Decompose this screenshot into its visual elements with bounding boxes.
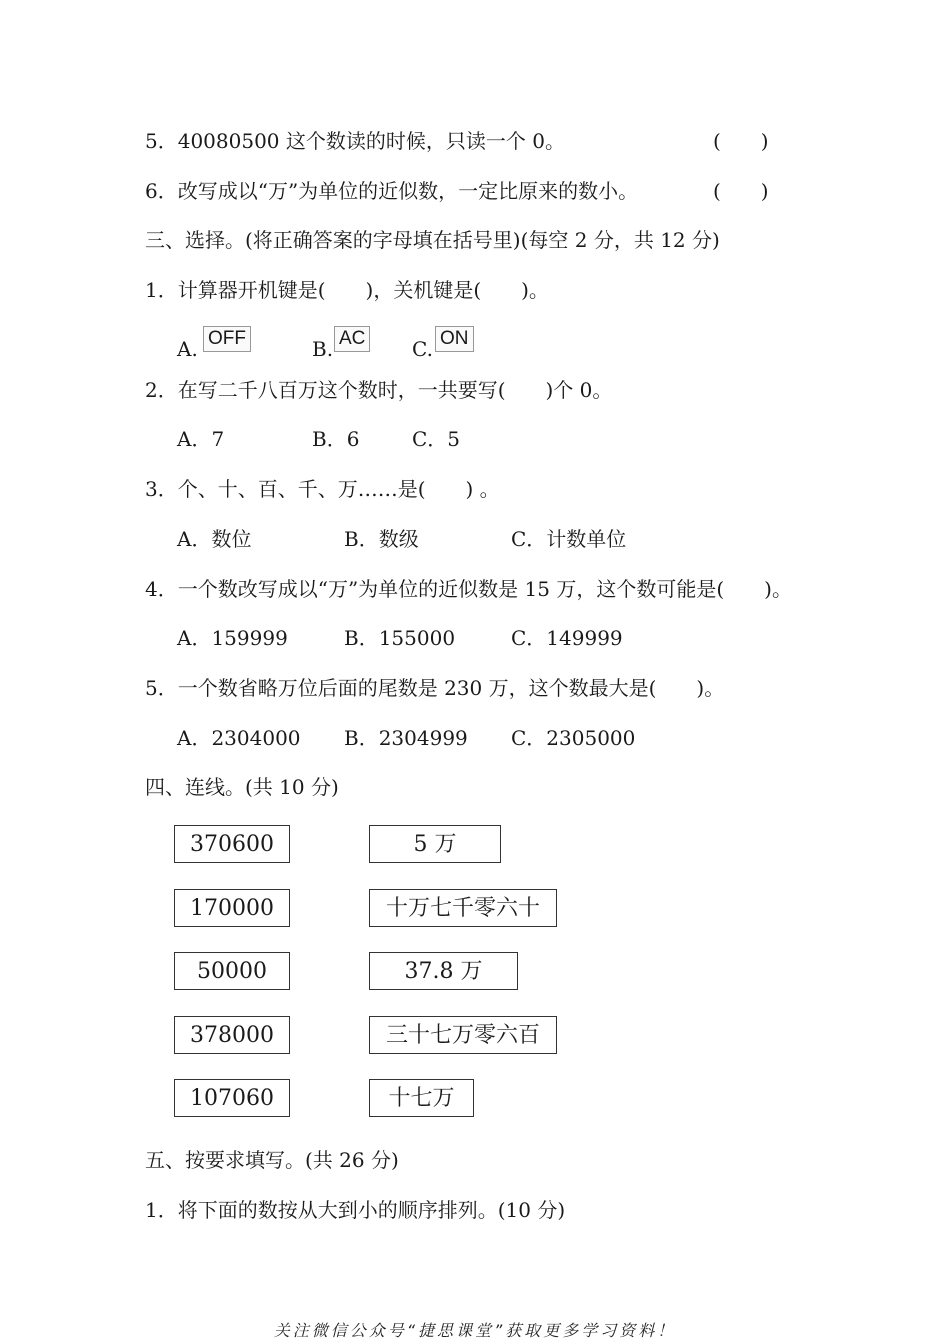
footer-watermark: 关注微信公众号“捷思课堂”获取更多学习资料！ [273, 1321, 677, 1340]
off-key-icon[interactable]: OFF [203, 326, 251, 352]
on-key-icon[interactable]: ON [435, 326, 474, 352]
match-left-box[interactable]: 370600 [174, 825, 290, 863]
option-c[interactable]: C．计数单位 [511, 527, 627, 551]
question-3-4: 4．一个数改写成以“万”为单位的近似数是 15 万，这个数可能是( )。 [145, 577, 792, 601]
ac-key-icon[interactable]: AC [334, 326, 370, 352]
answer-paren-5[interactable]: ( ) [713, 129, 769, 153]
option-c[interactable]: C．2305000 [511, 726, 636, 750]
option-a[interactable]: A．7 [177, 427, 225, 451]
match-right-box[interactable]: 十七万 [369, 1079, 474, 1117]
option-a-label: A. [177, 337, 198, 361]
option-c-label: C. [412, 337, 433, 361]
section-5-title: 五、按要求填写。(共 26 分) [145, 1148, 399, 1172]
question-3-2: 2．在写二千八百万这个数时，一共要写( )个 0。 [145, 378, 613, 402]
match-left-box[interactable]: 50000 [174, 952, 290, 990]
match-left-box[interactable]: 378000 [174, 1016, 290, 1054]
judge-item-5: 5．40080500 这个数读的时候，只读一个 0。 [145, 129, 565, 153]
section-4-title: 四、连线。(共 10 分) [145, 775, 339, 799]
match-right-box[interactable]: 37.8 万 [369, 952, 518, 990]
question-3-3: 3．个、十、百、千、万……是( ) 。 [145, 477, 500, 501]
option-a[interactable]: A．数位 [177, 527, 252, 551]
answer-paren-6[interactable]: ( ) [713, 179, 769, 203]
option-b[interactable]: B．数级 [344, 527, 419, 551]
section-3-title: 三、选择。(将正确答案的字母填在括号里)(每空 2 分，共 12 分) [145, 228, 720, 252]
option-b[interactable]: B．155000 [344, 626, 456, 650]
option-c[interactable]: C．5 [412, 427, 461, 451]
match-right-box[interactable]: 三十七万零六百 [369, 1016, 557, 1054]
question-3-5: 5．一个数省略万位后面的尾数是 230 万，这个数最大是( )。 [145, 676, 725, 700]
option-b-label: B. [312, 337, 334, 361]
option-a[interactable]: A．2304000 [177, 726, 301, 750]
option-b[interactable]: B．6 [312, 427, 360, 451]
option-c[interactable]: C．149999 [511, 626, 623, 650]
question-3-1: 1．计算器开机键是( )，关机键是( )。 [145, 278, 549, 302]
option-a[interactable]: A．159999 [177, 626, 288, 650]
judge-item-6: 6．改写成以“万”为单位的近似数，一定比原来的数小。 [145, 179, 639, 203]
match-left-box[interactable]: 107060 [174, 1079, 290, 1117]
option-b[interactable]: B．2304999 [344, 726, 468, 750]
match-left-box[interactable]: 170000 [174, 889, 290, 927]
match-right-box[interactable]: 5 万 [369, 825, 501, 863]
question-5-1: 1．将下面的数按从大到小的顺序排列。(10 分) [145, 1198, 566, 1222]
match-right-box[interactable]: 十万七千零六十 [369, 889, 557, 927]
